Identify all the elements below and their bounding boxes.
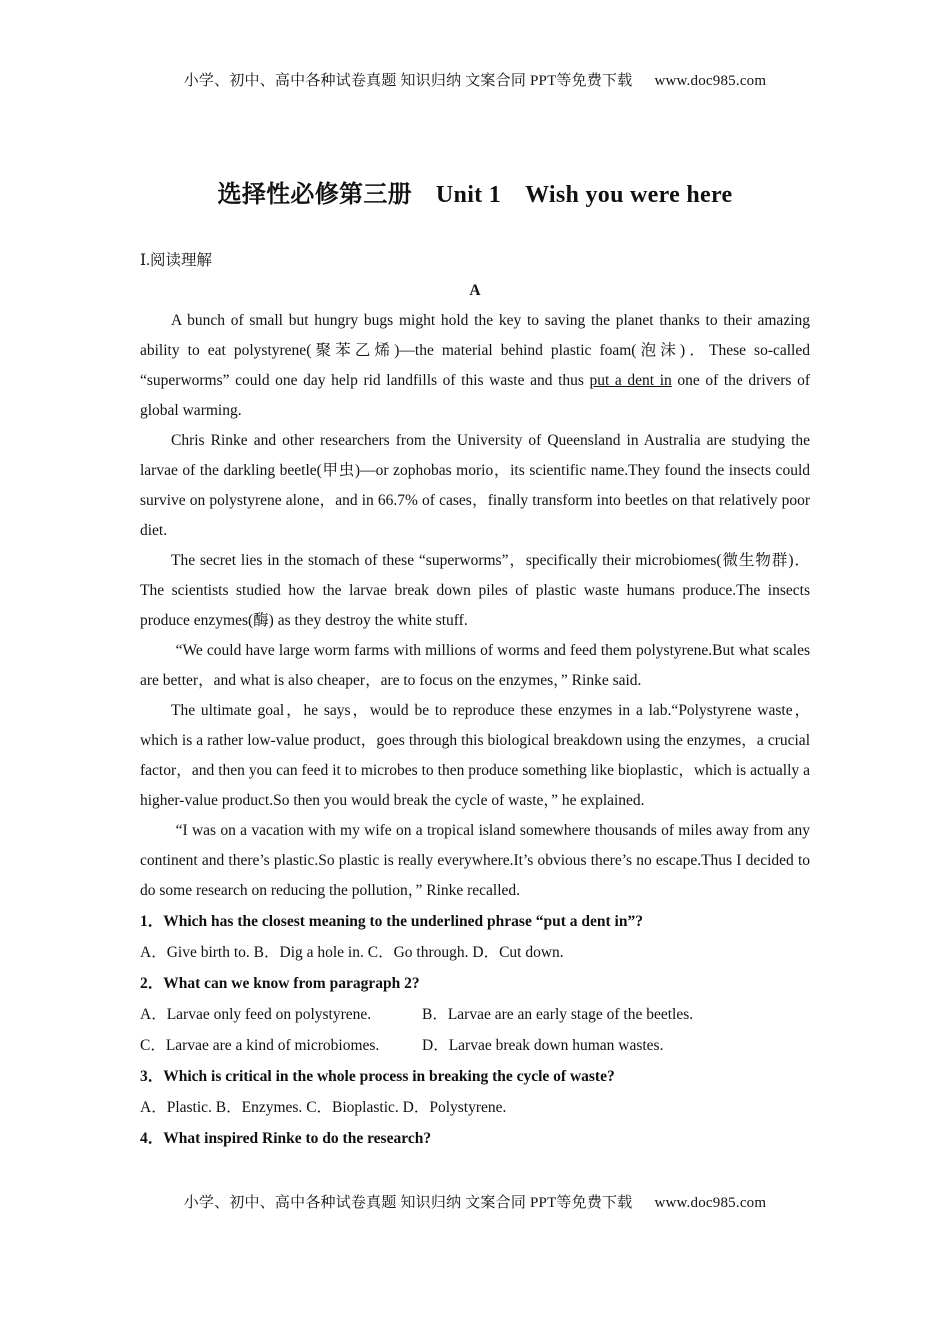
q1-option-a: A．Give birth to.: [140, 944, 250, 961]
title-name: Wish you were here: [525, 182, 733, 208]
paragraph-2: Chris Rinke and other researchers from the University of Queensland in Australia are studying the larvae of the darkling beetle(甲虫)—or zophobas morio，its scientific name.They found the insects could survive on polystyrene alone，and in 66.7% of cases，finally transform into beetles on that relatively poor diet.: [140, 432, 810, 539]
section-heading: Ⅰ.阅读理解: [140, 252, 212, 269]
paragraph-5: The ultimate goal，he says，would be to reproduce these enzymes in a lab.“Polystyrene waste，which is a rather low-value product，goes through this biological breakdown using the enzymes，a crucial factor，and then you can feed it to microbes to then produce something like bioplastic，which is actually a higher-value product.So then you would break the cycle of waste，” he explained.: [140, 702, 810, 809]
q2-option-d: D．Larvae break down human wastes.: [422, 1037, 664, 1054]
q3-option-d: D．Polystyrene.: [402, 1099, 507, 1116]
paragraph-1: [140, 306, 810, 426]
header-promo-text: 小学、初中、高中各种试卷真题 知识归纳 文案合同 PPT等免费下载: [183, 73, 633, 89]
question-2-stem: 2．What can we know from paragraph 2?: [140, 975, 420, 992]
question-1-stem: 1．Which has the closest meaning to the underlined phrase “put a dent in”?: [140, 913, 643, 930]
title-book: 选择性必修第三册: [217, 182, 412, 208]
page-footer: [0, 1191, 950, 1212]
q1-option-c: C．Go through.: [367, 944, 469, 961]
document-body: [140, 246, 810, 1154]
question-3-stem: 3．Which is critical in the whole process in breaking the cycle of waste?: [140, 1068, 615, 1085]
q3-option-c: C．Bioplastic.: [306, 1099, 399, 1116]
footer-promo-text: 小学、初中、高中各种试卷真题 知识归纳 文案合同 PPT等免费下载: [183, 1195, 633, 1211]
underlined-phrase: put a dent in: [589, 372, 672, 389]
paragraph-6: “I was on a vacation with my wife on a tropical island somewhere thousands of miles away from any continent and there’s plastic.So plastic is really everywhere.It’s obvious there’s no escape.Thus I decided to do some research on reducing the pollution，” Rinke recalled.: [140, 822, 810, 899]
footer-website: www.doc985.com: [654, 1195, 767, 1211]
q1-option-d: D．Cut down.: [472, 944, 564, 961]
paragraph-3: The secret lies in the stomach of these “superworms”，specifically their microbiomes(微生物群)．The scientists studied how the larvae break down piles of plastic waste humans produce.The insects produce enzymes(酶) as they destroy the white stuff.: [140, 552, 810, 629]
q2-option-b: B．Larvae are an early stage of the beetles.: [422, 1006, 694, 1023]
question-1-options: [140, 937, 810, 968]
question-3-options: [140, 1092, 810, 1123]
q1-option-b: B．Dig a hole in.: [253, 944, 364, 961]
page-header: [0, 69, 950, 90]
q3-option-a: A．Plastic.: [140, 1099, 212, 1116]
title-unit: Unit 1: [435, 182, 502, 208]
question-2-options-row-2: [140, 1030, 810, 1061]
question-4-stem: 4．What inspired Rinke to do the research?: [140, 1130, 432, 1147]
question-2-options-row-1: [140, 999, 810, 1030]
paragraph-1-text-b: one of the drivers of global warming.: [140, 372, 810, 419]
q2-option-a: A．Larvae only feed on polystyrene.: [140, 1006, 372, 1023]
paragraph-1-text-a: A bunch of small but hungry bugs might hold the key to saving the planet thanks to their amazing ability to eat polystyrene(聚苯乙烯)—the material behind plastic foam(泡沫)．These so-called “superworms” could one day help rid landfills of this waste and thus: [140, 312, 810, 389]
header-website: www.doc985.com: [654, 73, 767, 89]
q3-option-b: B．Enzymes.: [215, 1099, 303, 1116]
passage-label: A: [469, 282, 481, 299]
page-title: [0, 174, 950, 209]
q2-option-c: C．Larvae are a kind of microbiomes.: [140, 1037, 380, 1054]
paragraph-4: “We could have large worm farms with millions of worms and feed them polystyrene.But what scales are better，and what is also cheaper，are to focus on the enzymes，” Rinke said.: [140, 642, 810, 689]
